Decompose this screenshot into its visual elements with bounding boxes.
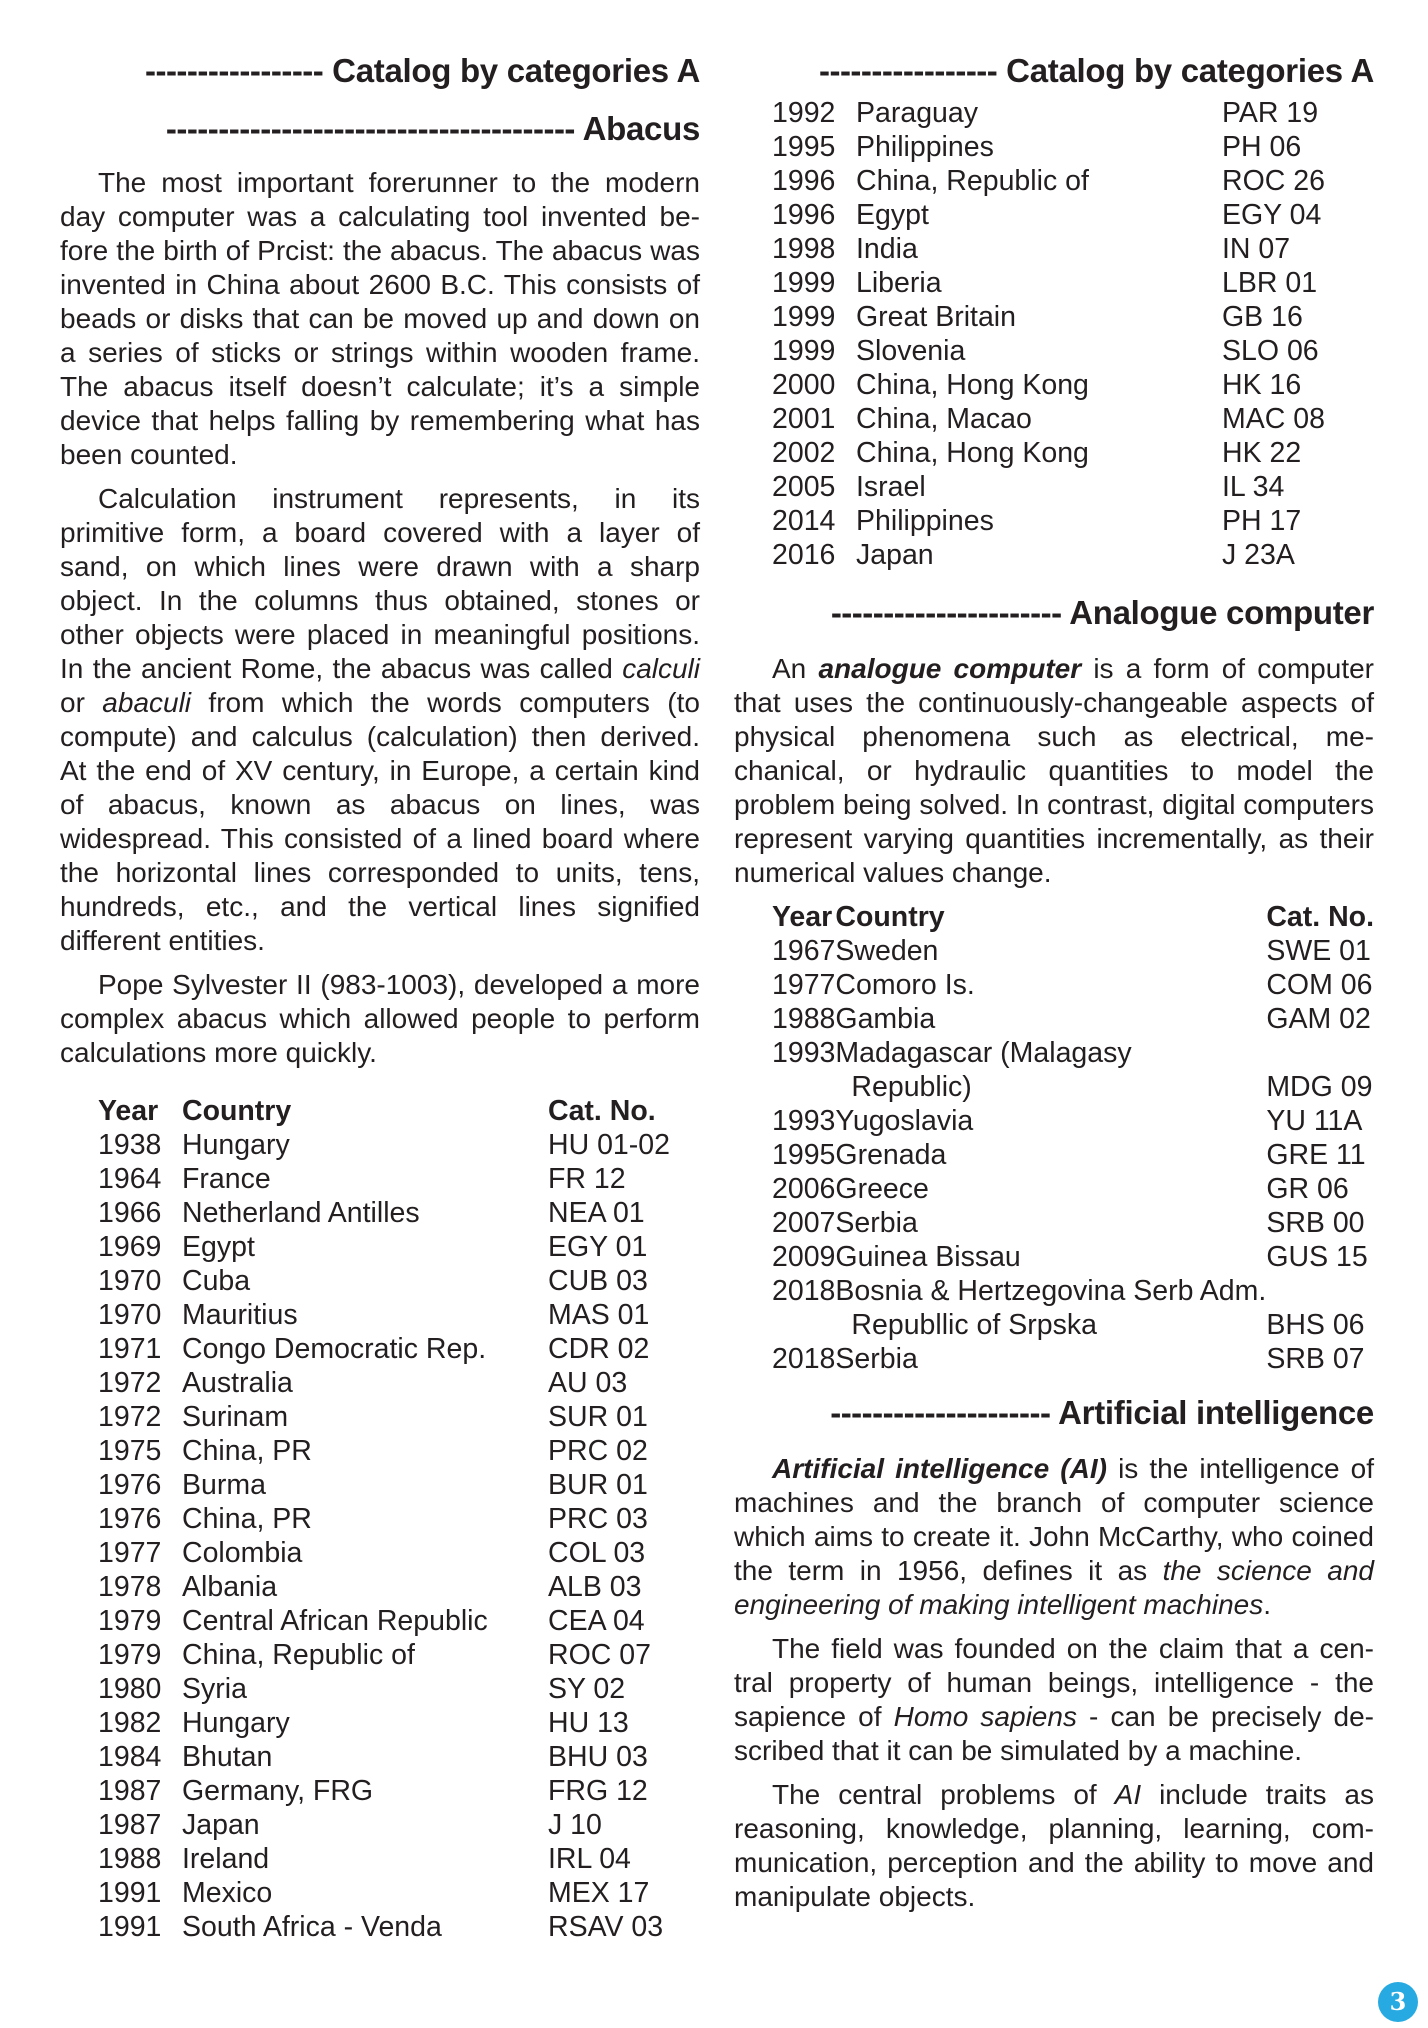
row-year: 2016 [772, 539, 836, 571]
row-catno: SLO 06 [1222, 335, 1319, 367]
section-title: Abacus [582, 110, 700, 147]
row-catno: SWE 01 [1266, 935, 1371, 967]
row-catno: J 23A [1222, 539, 1295, 571]
abacus-paragraph-1: The most important forerunner to the modern day computer was a calculating tool invented before the birth of Prcist: the abacus. The abacus was invented in China about 2600 B.C. This consists of beads or disks that can be moved up and down on a series of sticks or strings within wooden frame. The abacus itself doesn’t calculate; it’s a simple device that helps falling by remembering what has been counted. [60, 167, 700, 470]
table-row [98, 1264, 688, 1298]
row-year: 1966 [98, 1197, 162, 1229]
header-dashes: --------------------- [830, 1394, 1051, 1431]
row-year [772, 1070, 835, 1104]
row-country: Ireland [182, 1843, 270, 1875]
row-catno: SY 02 [548, 1673, 626, 1705]
row-catno [1266, 1274, 1374, 1308]
row-country: Central African Republic [182, 1605, 488, 1637]
row-year: 1967 [772, 935, 836, 967]
row-catno: PH 06 [1222, 131, 1302, 163]
row-country: Sweden [835, 935, 939, 967]
row-year: 1991 [98, 1911, 162, 1943]
row-year: 1996 [772, 199, 836, 231]
row-catno: PAR 19 [1222, 97, 1319, 129]
table-row [772, 266, 1362, 300]
row-country: China, PR [182, 1435, 312, 1467]
table-row [772, 934, 1374, 968]
table-row [98, 1366, 688, 1400]
abacus-catalog-table-continued [772, 96, 1362, 572]
row-year: 1995 [772, 1139, 836, 1171]
row-year: 1982 [98, 1707, 162, 1739]
table-row [98, 1910, 688, 1944]
row-country: Grenada [835, 1139, 947, 1171]
row-catno: HU 13 [548, 1707, 629, 1739]
row-year: 1972 [98, 1401, 162, 1433]
row-year: 1979 [98, 1605, 162, 1637]
row-catno: ROC 07 [548, 1639, 651, 1671]
table-row [98, 1842, 688, 1876]
row-catno: IL 34 [1222, 471, 1285, 503]
row-year: 1996 [772, 165, 836, 197]
analogue-catalog-table [772, 900, 1374, 1376]
row-year: 1977 [772, 969, 836, 1001]
row-catno: EGY 04 [1222, 199, 1322, 231]
row-country: Japan [182, 1809, 260, 1841]
row-country: Hungary [182, 1707, 290, 1739]
section-header-analogue-computer [734, 594, 1374, 632]
row-catno: SUR 01 [548, 1401, 648, 1433]
table-header-row [772, 900, 1374, 934]
table-row [98, 1570, 688, 1604]
row-country: Bosnia & Hertzegovina Serb Adm. [835, 1275, 1267, 1307]
table-row [772, 470, 1362, 504]
row-year: 2006 [772, 1173, 836, 1205]
table-row [98, 1196, 688, 1230]
table-row [772, 368, 1362, 402]
row-catno: YU 11A [1266, 1105, 1363, 1137]
row-country: Australia [182, 1367, 293, 1399]
table-row [98, 1774, 688, 1808]
row-catno: AU 03 [548, 1367, 628, 1399]
row-catno: RSAV 03 [548, 1911, 664, 1943]
row-catno: PH 17 [1222, 505, 1302, 537]
analogue-paragraph: An analogue computer is a form of computer that uses the continuously-changeable aspects of physical phenomena such as electrical, mechanical, or hydraulic quantities to model the problem being solved. In contrast, digital computers represent varying quantities incrementally, as their numerical values change. [734, 653, 1374, 888]
row-catno: BHS 06 [1266, 1309, 1365, 1341]
table-row [772, 1172, 1374, 1206]
row-country: Yugoslavia [835, 1105, 974, 1137]
row-country: Surinam [182, 1401, 289, 1433]
row-year: 2007 [772, 1207, 836, 1239]
row-country: Israel [856, 471, 926, 503]
row-catno: EGY 01 [548, 1231, 648, 1263]
table-row [98, 1400, 688, 1434]
table-row [98, 1706, 688, 1740]
table-row [98, 1434, 688, 1468]
row-catno: GAM 02 [1266, 1003, 1371, 1035]
row-catno: LBR 01 [1222, 267, 1318, 299]
row-year: 1992 [772, 97, 836, 129]
page-number-badge: 3 [1378, 1982, 1418, 2022]
row-year: 1976 [98, 1469, 162, 1501]
row-country: Egypt [182, 1231, 255, 1263]
row-year: 1970 [98, 1265, 162, 1297]
table-row [98, 1604, 688, 1638]
row-year: 1999 [772, 335, 836, 367]
row-catno: PRC 02 [548, 1435, 648, 1467]
row-year: 1998 [772, 233, 836, 265]
row-country: Egypt [856, 199, 929, 231]
row-catno: CUB 03 [548, 1265, 648, 1297]
section-title: Analogue computer [1069, 594, 1374, 631]
table-row [98, 1128, 688, 1162]
table-row [772, 402, 1362, 436]
row-country: Madagascar (Malagasy [835, 1037, 1132, 1069]
row-year: 1993 [772, 1105, 836, 1137]
row-catno: PRC 03 [548, 1503, 648, 1535]
row-year: 1987 [98, 1809, 162, 1841]
row-country: Congo Democratic Rep. [182, 1333, 487, 1365]
catno-column-header: Cat. No. [548, 1095, 656, 1127]
row-year: 2005 [772, 471, 836, 503]
row-catno: HK 16 [1222, 369, 1302, 401]
row-country: Mauritius [182, 1299, 298, 1331]
table-row [772, 1342, 1374, 1376]
table-row [772, 1308, 1374, 1342]
row-year: 1979 [98, 1639, 162, 1671]
table-row [772, 1070, 1374, 1104]
row-year: 1969 [98, 1231, 162, 1263]
row-year: 2000 [772, 369, 836, 401]
section-header-artificial-intelligence [734, 1394, 1374, 1432]
table-row [98, 1672, 688, 1706]
row-year: 2018 [772, 1275, 836, 1307]
left-column [60, 52, 700, 1944]
row-country: Philippines [856, 131, 994, 163]
right-column [734, 52, 1374, 1924]
row-country: China, Republic of [182, 1639, 415, 1671]
table-row [772, 1002, 1374, 1036]
row-country: South Africa - Venda [182, 1911, 442, 1943]
header-dashes: --------------------------------------- [165, 110, 575, 147]
table-row [98, 1162, 688, 1196]
table-row [98, 1332, 688, 1366]
row-catno: SRB 00 [1266, 1207, 1365, 1239]
row-year: 1976 [98, 1503, 162, 1535]
row-catno: SRB 07 [1266, 1343, 1365, 1375]
catno-column-header: Cat. No. [1266, 901, 1374, 933]
row-year: 1988 [98, 1843, 162, 1875]
row-year: 1977 [98, 1537, 162, 1569]
table-row [772, 1240, 1374, 1274]
table-row [772, 504, 1362, 538]
row-country: Japan [856, 539, 934, 571]
row-country: Mexico [182, 1877, 273, 1909]
row-year: 1970 [98, 1299, 162, 1331]
row-catno: HU 01-02 [548, 1129, 670, 1161]
table-row [98, 1808, 688, 1842]
row-country: China, PR [182, 1503, 312, 1535]
table-row [772, 1274, 1374, 1308]
row-year: 1964 [98, 1163, 162, 1195]
table-row [772, 1206, 1374, 1240]
table-row [772, 1104, 1374, 1138]
row-country: Guinea Bissau [835, 1241, 1021, 1273]
row-year: 1995 [772, 131, 836, 163]
row-catno: NEA 01 [548, 1197, 645, 1229]
row-catno: CEA 04 [548, 1605, 645, 1637]
row-country: China, Hong Kong [856, 369, 1089, 401]
table-row [98, 1740, 688, 1774]
row-catno: COM 06 [1266, 969, 1373, 1001]
ai-paragraph-1: Artificial intelligence (AI) is the intelligence of machines and the branch of computer science which aims to create it. John McCarthy, who coined the term in 1956, defines it as the science and engineering of making intelligent machines. [734, 1453, 1374, 1620]
row-country: Republlic of Srpska [851, 1309, 1097, 1341]
section-title: Artificial intelligence [1058, 1394, 1374, 1431]
catalog-header [734, 52, 1374, 90]
row-catno: COL 03 [548, 1537, 646, 1569]
table-row [98, 1876, 688, 1910]
table-row [772, 538, 1362, 572]
row-catno: BUR 01 [548, 1469, 648, 1501]
table-row [772, 198, 1362, 232]
row-country: Albania [182, 1571, 278, 1603]
table-row [772, 1036, 1374, 1070]
row-catno: J 10 [548, 1809, 602, 1841]
table-row [772, 130, 1362, 164]
row-country: Republic) [851, 1071, 972, 1103]
abacus-paragraph-3: Pope Sylvester II (983-1003), developed a more complex abacus which allowed people to perform calculations more quickly. [60, 969, 700, 1068]
row-country: Comoro Is. [835, 969, 975, 1001]
row-year [772, 1308, 835, 1342]
row-country: Cuba [182, 1265, 251, 1297]
row-catno: ALB 03 [548, 1571, 642, 1603]
row-country: Syria [182, 1673, 247, 1705]
table-row [772, 164, 1362, 198]
row-year: 2001 [772, 403, 836, 435]
row-catno: FRG 12 [548, 1775, 648, 1807]
table-row [98, 1638, 688, 1672]
row-catno: FR 12 [548, 1163, 626, 1195]
row-catno: MAC 08 [1222, 403, 1325, 435]
row-year: 1980 [98, 1673, 162, 1705]
row-country: Greece [835, 1173, 929, 1205]
table-row [98, 1502, 688, 1536]
row-catno: BHU 03 [548, 1741, 648, 1773]
row-country: Liberia [856, 267, 942, 299]
row-country: Germany, FRG [182, 1775, 374, 1807]
row-country: Serbia [835, 1343, 918, 1375]
row-country: Great Britain [856, 301, 1016, 333]
row-country: China, Hong Kong [856, 437, 1089, 469]
row-catno: GB 16 [1222, 301, 1303, 333]
row-year: 2009 [772, 1241, 836, 1273]
table-row [98, 1536, 688, 1570]
row-country: Bhutan [182, 1741, 273, 1773]
row-year: 1999 [772, 301, 836, 333]
row-country: China, Republic of [856, 165, 1089, 197]
section-header-abacus [60, 110, 700, 148]
row-year: 1988 [772, 1003, 836, 1035]
year-column-header: Year [772, 901, 833, 933]
row-catno [1266, 1036, 1374, 1070]
table-row [772, 232, 1362, 266]
catalog-header [60, 52, 700, 90]
row-catno: GR 06 [1266, 1173, 1349, 1205]
ai-paragraph-2: The field was founded on the claim that a central property of human beings, intelligence - the sapience of Homo sapiens - can be precisely described that it can be simulated by a machine. [734, 1633, 1374, 1766]
row-year: 1972 [98, 1367, 162, 1399]
row-year: 1984 [98, 1741, 162, 1773]
row-catno: CDR 02 [548, 1333, 650, 1365]
country-column-header: Country [182, 1095, 292, 1127]
row-catno: ROC 26 [1222, 165, 1325, 197]
row-catno: MAS 01 [548, 1299, 650, 1331]
row-country: India [856, 233, 918, 265]
row-country: China, Macao [856, 403, 1032, 435]
row-country: Slovenia [856, 335, 966, 367]
abacus-paragraph-2: Calculation instrument represents, in its primitive form, a board covered with a layer of sand, on which lines were drawn with a sharp object. In the columns thus obtained, stones or other objects were placed in meaningful positions. In the ancient Rome, the abacus was called calculi or abaculi from which the words computers (to compute) and calculus (calculation) then derived. At the end of XV century, in Europe, a certain kind of abacus, known as abacus on lines, was widespread. This consisted of a lined board where the horizontal lines corresponded to units, tens, hundreds, etc., and the vertical lines signified different entities. [60, 483, 700, 956]
header-title: Catalog by categories A [332, 52, 700, 89]
table-row [98, 1468, 688, 1502]
row-country: Paraguay [856, 97, 979, 129]
ai-paragraph-3: The central problems of AI include traits as reasoning, knowledge, planning, learning, communication, perception and the ability to move and manipulate objects. [734, 1779, 1374, 1912]
row-year: 1938 [98, 1129, 162, 1161]
row-year: 2018 [772, 1343, 836, 1375]
table-row [772, 968, 1374, 1002]
row-year: 2002 [772, 437, 836, 469]
row-catno: HK 22 [1222, 437, 1302, 469]
table-row [772, 96, 1362, 130]
year-column-header: Year [98, 1095, 159, 1127]
row-catno: MDG 09 [1266, 1071, 1373, 1103]
row-catno: MEX 17 [548, 1877, 650, 1909]
table-row [98, 1230, 688, 1264]
row-year: 1971 [98, 1333, 162, 1365]
row-country: Gambia [835, 1003, 936, 1035]
row-year: 1978 [98, 1571, 162, 1603]
row-year: 1991 [98, 1877, 162, 1909]
row-year: 2014 [772, 505, 836, 537]
row-year: 1987 [98, 1775, 162, 1807]
header-dashes: ----------------- [144, 52, 324, 89]
table-row [772, 436, 1362, 470]
row-year: 1993 [772, 1037, 836, 1069]
row-catno: IRL 04 [548, 1843, 631, 1875]
abacus-catalog-table [98, 1094, 688, 1944]
row-country: Philippines [856, 505, 994, 537]
row-year: 1975 [98, 1435, 162, 1467]
table-header-row [98, 1094, 688, 1128]
row-catno: IN 07 [1222, 233, 1291, 265]
row-country: Netherland Antilles [182, 1197, 420, 1229]
row-country: Serbia [835, 1207, 918, 1239]
header-dashes: ----------------- [818, 52, 998, 89]
row-country: Hungary [182, 1129, 290, 1161]
country-column-header: Country [835, 901, 945, 933]
row-catno: GUS 15 [1266, 1241, 1368, 1273]
table-row [772, 334, 1362, 368]
row-country: France [182, 1163, 271, 1195]
table-row [772, 1138, 1374, 1172]
row-catno: GRE 11 [1266, 1139, 1366, 1171]
row-country: Burma [182, 1469, 266, 1501]
row-country: Colombia [182, 1537, 303, 1569]
table-row [772, 300, 1362, 334]
header-dashes: ---------------------- [830, 594, 1062, 631]
row-year: 1999 [772, 267, 836, 299]
table-row [98, 1298, 688, 1332]
header-title: Catalog by categories A [1006, 52, 1374, 89]
